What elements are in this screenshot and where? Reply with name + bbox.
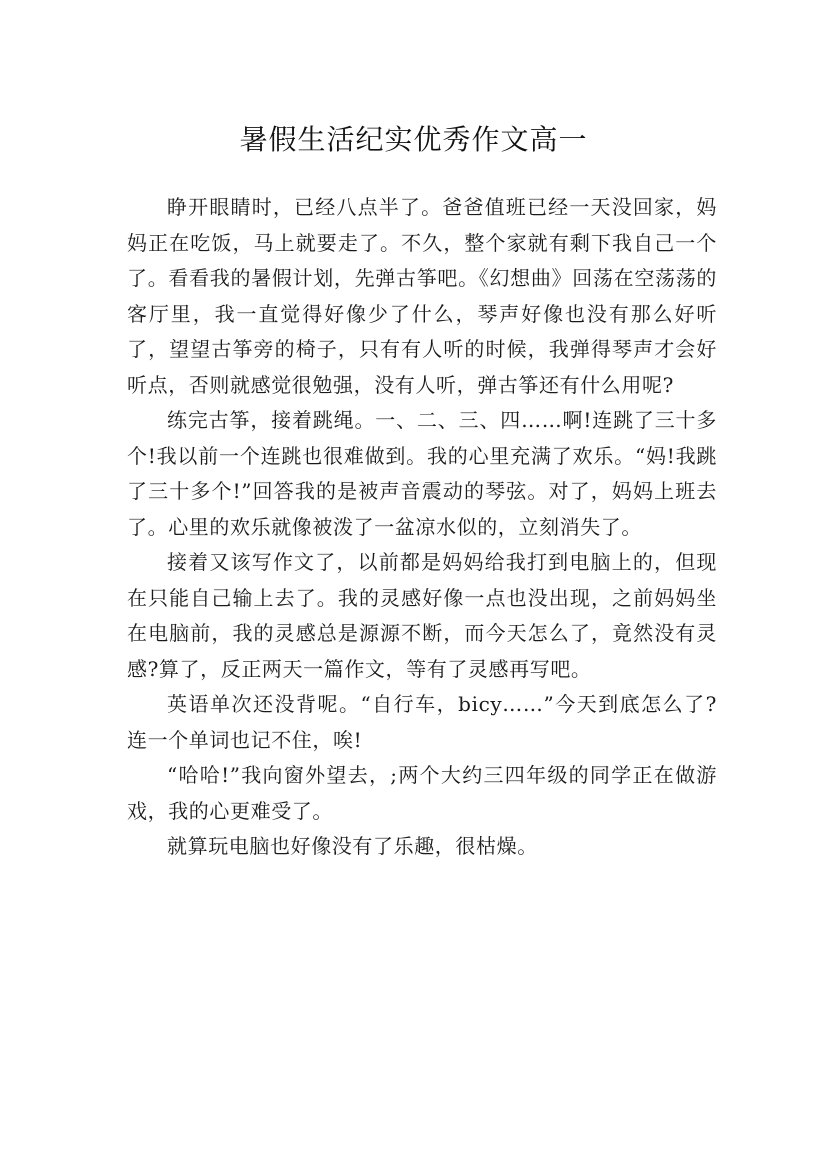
paragraph-3: 接着又该写作文了，以前都是妈妈给我打到电脑上的，但现在只能自己输上去了。我的灵感好像一点也没出现，之前妈妈坐在电脑前，我的灵感总是源源不断，而今天怎么了，竟然没有灵感?算了，反正两天一篇作文，等有了灵感再写吧。 [127, 550, 717, 681]
paragraph-6: 就算玩电脑也好像没有了乐趣，很枯燥。 [167, 834, 538, 858]
document-title: 暑假生活纪实优秀作文高一 [239, 122, 588, 156]
paragraph-2: 练完古筝，接着跳绳。一、二、三、四……啊!连跳了三十多个!我以前一个连跳也很难做到。我的心里充满了欢乐。“妈!我跳了三十多个!”回答我的是被声音震动的琴弦。对了，妈妈上班去了。心里的欢乐就像被泼了一盆凉水似的，立刻消失了。 [127, 408, 717, 539]
document-body [127, 190, 717, 865]
paragraph-5: “哈哈!”我向窗外望去，;两个大约三四年级的同学正在做游戏，我的心更难受了。 [127, 763, 717, 823]
paragraph-1: 睁开眼睛时，已经八点半了。爸爸值班已经一天没回家，妈妈正在吃饭，马上就要走了。不久，整个家就有剩下我自己一个了。看看我的暑假计划，先弹古筝吧。《幻想曲》回荡在空荡荡的客厅里，我一直觉得好像少了什么，琴声好像也没有那么好听了，望望古筝旁的椅子，只有有人听的时候，我弹得琴声才会好听点，否则就感觉很勉强，没有人听，弹古筝还有什么用呢? [127, 195, 717, 397]
paragraph-4: 英语单次还没背呢。“自行车，bicy……”今天到底怎么了?连一个单词也记不住，唉! [127, 692, 717, 752]
